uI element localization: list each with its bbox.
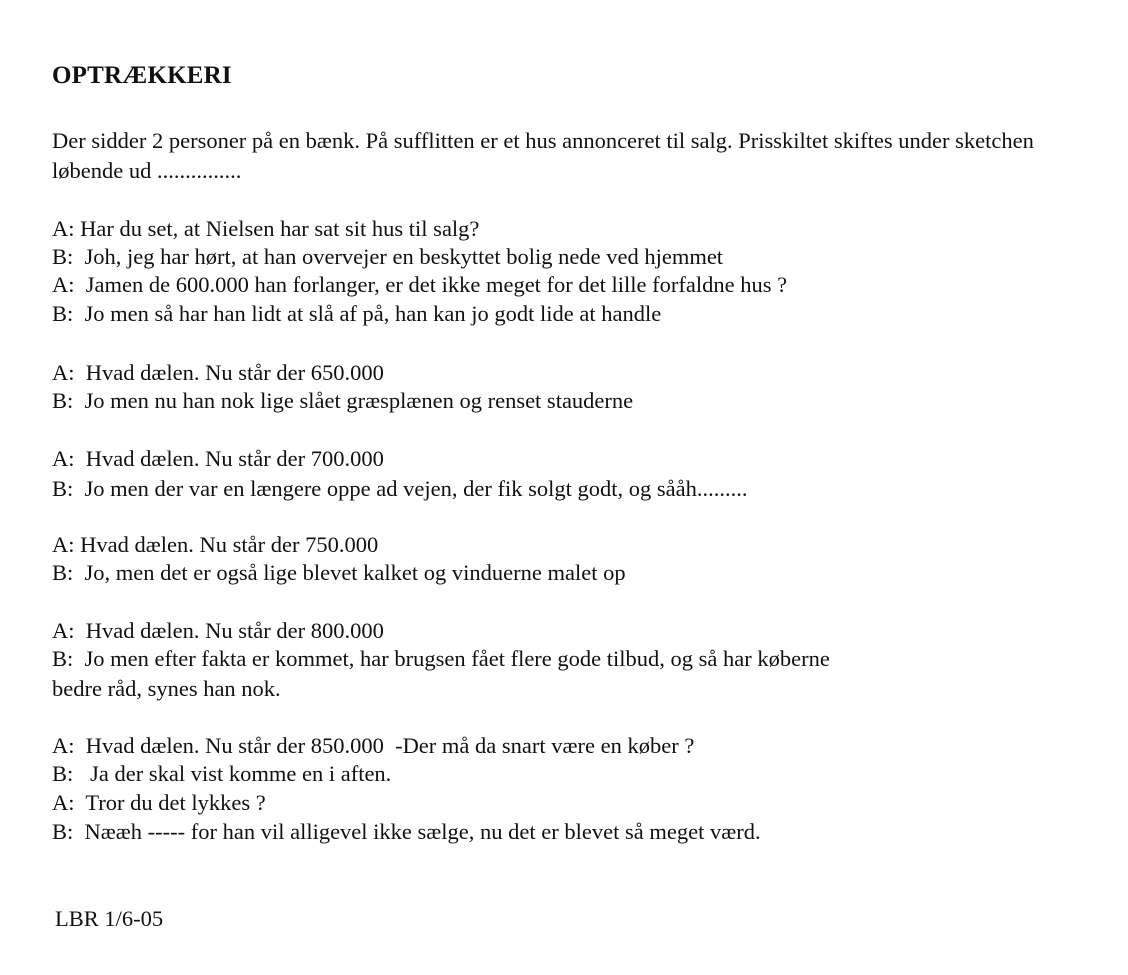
dialogue-line: A: Hvad dælen. Nu står der 800.000 (52, 618, 384, 643)
dialogue-line: B: Jo men der var en længere oppe ad vejen, der fik solgt godt, og sååh......... (52, 476, 748, 501)
dialogue-line: bedre råd, synes han nok. (52, 676, 281, 701)
dialogue-line: A: Hvad dælen. Nu står der 750.000 (52, 532, 379, 557)
dialogue-line: A: Har du set, at Nielsen har sat sit hus til salg? (52, 216, 480, 241)
dialogue-line: B: Ja der skal vist komme en i aften. (52, 761, 392, 786)
dialogue-line: B: Jo men nu han nok lige slået græsplænen og renset stauderne (52, 388, 634, 413)
dialogue-line: B: Jo, men det er også lige blevet kalket og vinduerne malet op (52, 560, 626, 585)
dialogue-line: B: Jo men så har han lidt at slå af på, han kan jo godt lide at handle (52, 301, 662, 326)
document-title: OPTRÆKKERI (52, 62, 232, 89)
intro-paragraph: Der sidder 2 personer på en bænk. På sufflitten er et hus annonceret til salg. Prisskiltet skiftes under sketchen løbende ud ............... (52, 128, 1034, 183)
dialogue-line: A: Hvad dælen. Nu står der 650.000 (52, 360, 384, 385)
dialogue-line: B: Jo men efter fakta er kommet, har brugsen fået flere gode tilbud, og så har køberne (52, 646, 830, 671)
dialogue-line: A: Jamen de 600.000 han forlanger, er det ikke meget for det lille forfaldne hus ? (52, 272, 788, 297)
dialogue-line: A: Tror du det lykkes ? (52, 790, 266, 815)
document-signature: LBR 1/6-05 (55, 906, 164, 931)
dialogue-line: A: Hvad dælen. Nu står der 700.000 (52, 446, 384, 471)
dialogue-line: B: Nææh ----- for han vil alligevel ikke sælge, nu det er blevet så meget værd. (52, 819, 761, 844)
dialogue-line: A: Hvad dælen. Nu står der 850.000 -Der må da snart være en køber ? (52, 733, 695, 758)
dialogue-line: B: Joh, jeg har hørt, at han overvejer en beskyttet bolig nede ved hjemmet (52, 244, 724, 269)
